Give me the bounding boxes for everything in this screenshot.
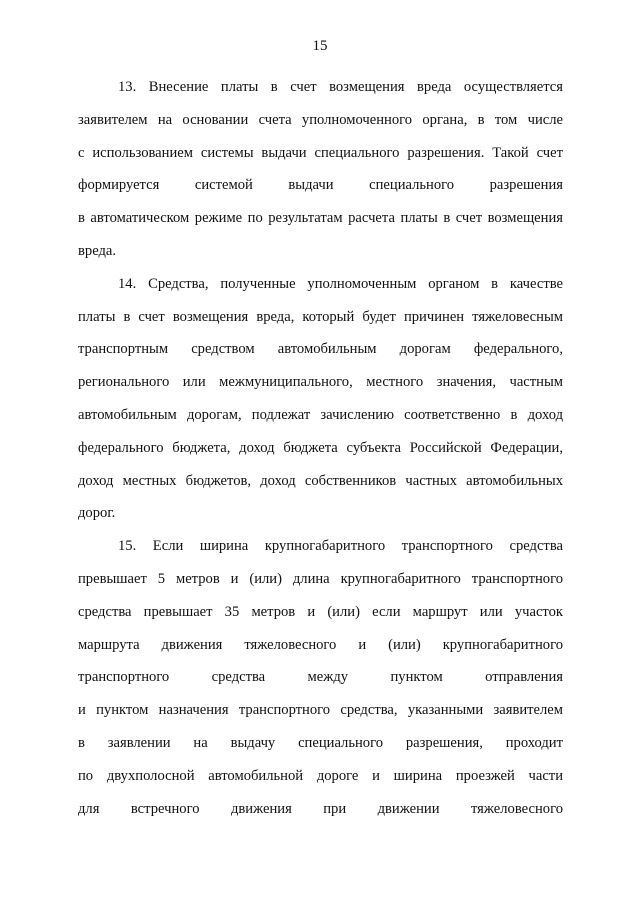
text-line: регионального или межмуниципального, местного значения, частным xyxy=(78,374,563,391)
text-line: средства превышает 35 метров и (или) если маршрут или участок xyxy=(78,603,563,620)
text-line: автомобильным дорогам, подлежат зачислению соответственно в доход xyxy=(78,406,563,423)
text-line: маршрута движения тяжеловесного и (или) крупногабаритного xyxy=(78,636,563,653)
text-line: транспортным средством автомобильным дорогам федерального, xyxy=(78,341,563,358)
text-line: для встречного движения при движении тяжеловесного xyxy=(78,800,563,817)
text-line: транспортного средства между пунктом отправления xyxy=(78,669,563,686)
paragraph-1 xyxy=(78,71,563,268)
text-line: и пунктом назначения транспортного средства, указанными заявителем xyxy=(78,702,563,719)
document-body xyxy=(78,71,563,825)
text-line: превышает 5 метров и (или) длина крупногабаритного транспортного xyxy=(78,570,563,587)
text-line: 15. Если ширина крупногабаритного транспортного средства xyxy=(118,538,563,555)
paragraph-3 xyxy=(78,530,563,825)
text-line: 13. Внесение платы в счет возмещения вреда осуществляется xyxy=(118,79,563,95)
text-line: 14. Средства, полученные уполномоченным органом в качестве xyxy=(118,275,563,292)
text-line: доход местных бюджетов, доход собственников частных автомобильных xyxy=(78,472,563,489)
paragraph-2 xyxy=(78,268,563,530)
text-line: по двухполосной автомобильной дороге и ширина проезжей части xyxy=(78,767,563,784)
text-line: в автоматическом режиме по результатам расчета платы в счет возмещения xyxy=(78,210,563,227)
text-line: платы в счет возмещения вреда, который будет причинен тяжеловесным xyxy=(78,308,563,325)
text-line: в заявлении на выдачу специального разрешения, проходит xyxy=(78,734,563,751)
text-line: формируется системой выдачи специального разрешения xyxy=(78,177,563,194)
page-number: 15 xyxy=(312,38,328,54)
text-line: вреда. xyxy=(78,242,117,259)
text-line: федерального бюджета, доход бюджета субъекта Российской Федерации, xyxy=(78,439,563,456)
text-line: дорог. xyxy=(78,505,116,522)
text-line: с использованием системы выдачи специального разрешения. Такой счет xyxy=(78,144,563,161)
text-line: заявителем на основании счета уполномоченного органа, в том числе xyxy=(78,111,563,128)
